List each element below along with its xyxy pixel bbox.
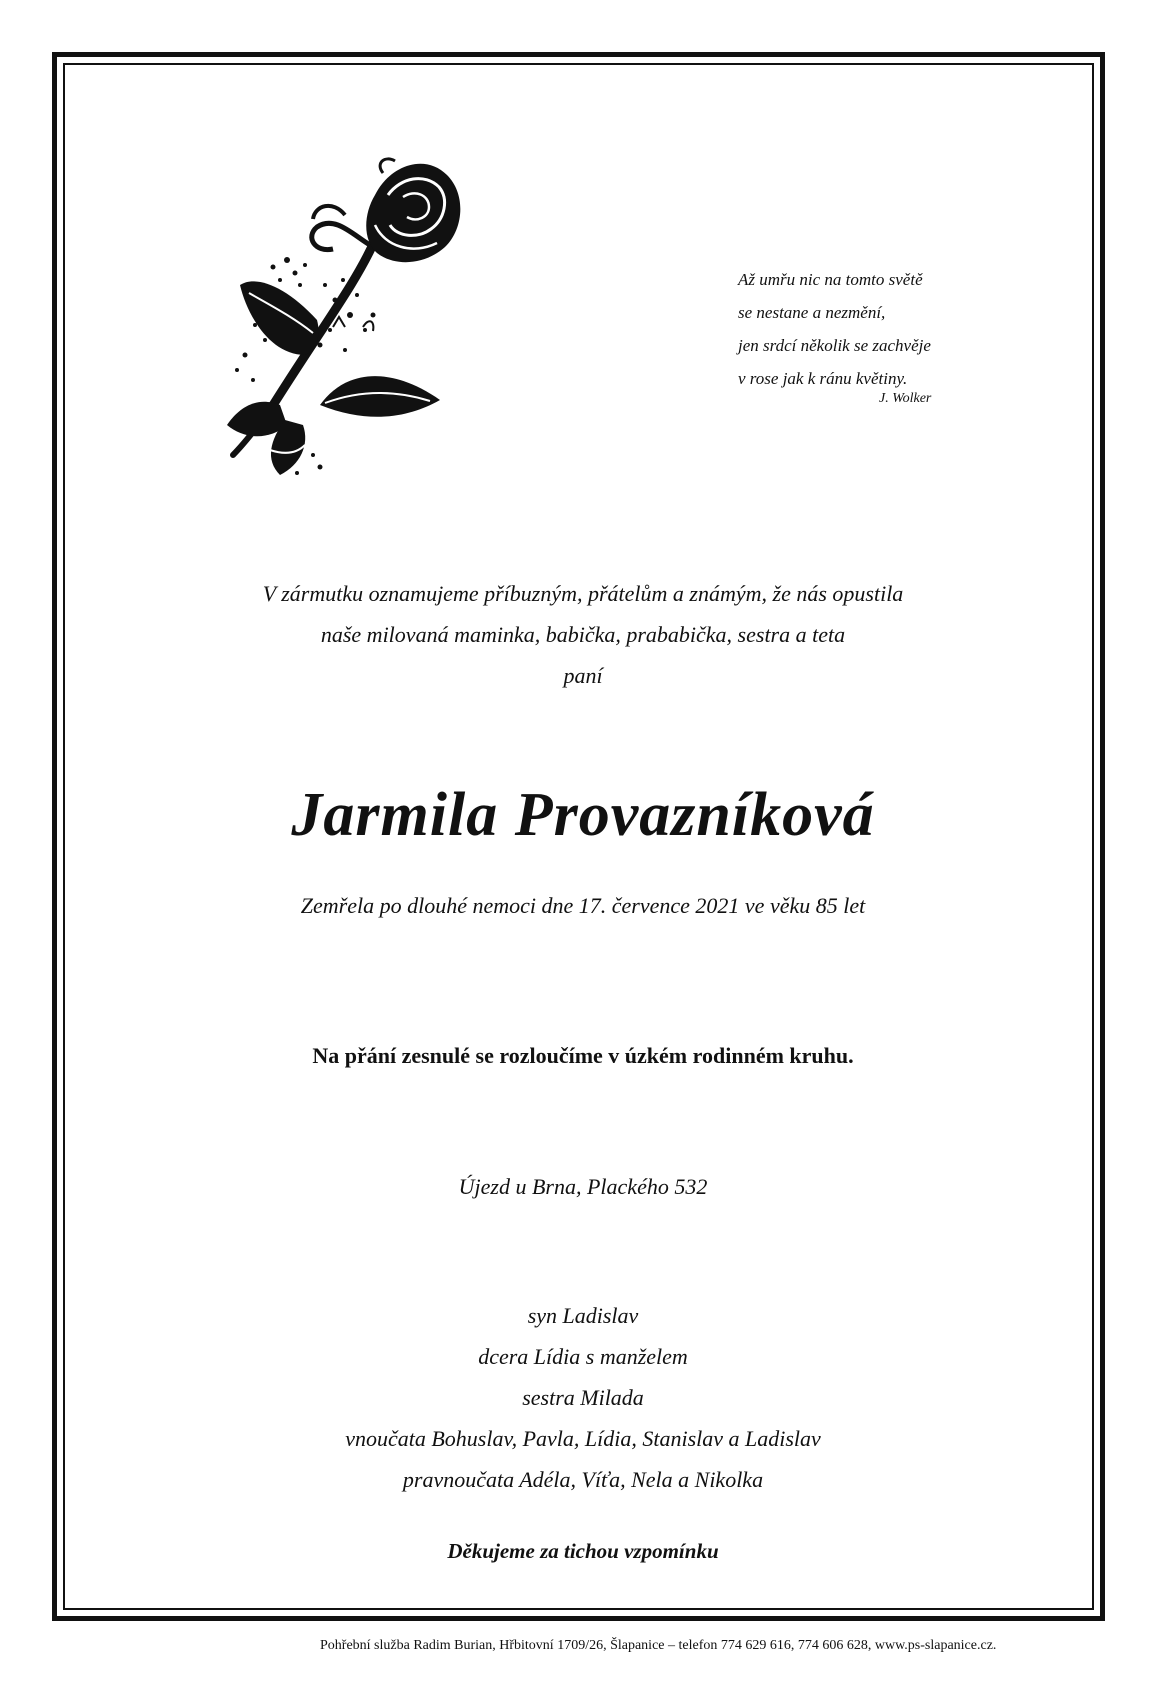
death-note: Zemřela po dlouhé nemoci dne 17. července 2021 ve věku 85 let [300,893,866,918]
mourner-line: dcera Lídia s manželem [478,1344,688,1369]
mourner-line: syn Ladislav [527,1303,639,1328]
announcement-intro [120,573,1046,696]
mourner-line: pravnoučata Adéla, Víťa, Nela a Nikolka [402,1467,764,1492]
poem-quote [738,263,998,409]
deceased-name: Jarmila Provazníková [291,781,875,849]
poem-line: se nestane a nezmění, [738,303,886,322]
rose-illustration [225,155,475,495]
poem-author: J. Wolker [879,391,932,406]
mourners-list [120,1295,1046,1500]
intro-line: paní [563,663,603,688]
poem-line: Až umřu nic na tomto světě [738,270,923,289]
intro-line: V zármutku oznamujeme příbuzným, přátelům a známým, že nás opustila [262,581,904,606]
farewell-note: Na přání zesnulé se rozloučíme v úzkém rodinném kruhu. [312,1043,854,1068]
address: Újezd u Brna, Plackého 532 [458,1174,708,1199]
mourner-line: vnoučata Bohuslav, Pavla, Lídia, Stanislav a Ladislav [345,1426,821,1451]
poem-line: v rose jak k ránu květiny. [738,369,908,388]
mourner-line: sestra Milada [522,1385,644,1410]
intro-line: naše milovaná maminka, babička, prababička, sestra a teta [320,622,846,647]
thanks-note: Děkujeme za tichou vzpomínku [447,1539,719,1563]
poem-line: jen srdcí několik se zachvěje [738,336,931,355]
funeral-service-footer: Pohřební služba Radim Burian, Hřbitovní 1709/26, Šlapanice – telefon 774 629 616, 774 606 628, www.ps-slapanice.cz. [320,1638,997,1653]
